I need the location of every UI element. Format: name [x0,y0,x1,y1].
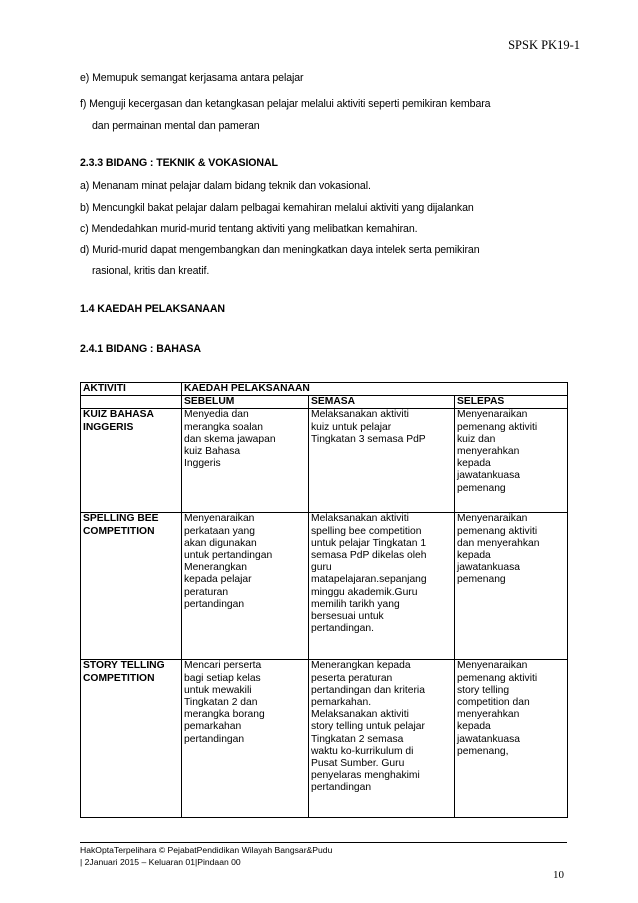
table-header-row [81,383,568,396]
section-heading-kaedah-pelaksanaan: 1.4 KAEDAH PELAKSANAAN [80,303,225,315]
activity-name: STORY TELLING COMPETITION [81,660,182,818]
objective-a: a) Menanam minat pelajar dalam bidang teknik dan vokasional. [80,180,371,192]
during-cell: Melaksanakan aktiviti spelling bee competition untuk pelajar Tingkatan 1 semasa PdP dikelas oleh guru matapelajaran.sepanjang minggu akademik.Guru memilih tarikh yang bersesuai untuk pertandingan. [309,513,455,660]
table-subheader-row [81,396,568,409]
activity-name: SPELLING BEE COMPETITION [81,513,182,660]
objective-d: d) Murid-murid dapat mengembangkan dan meningkatkan daya intelek serta pemikiran [80,244,480,256]
implementation-table [80,382,568,818]
after-cell: Menyenaraikan pemenang aktiviti story telling competition dan menyerahkan kepada jawatankuasa pemenang, [455,660,568,818]
subheader-after: SELEPAS [455,396,568,409]
objective-f: f) Menguji kecergasan dan ketangkasan pelajar melalui aktiviti seperti pemikiran kembara [80,98,491,110]
before-cell: Menyenaraikan perkataan yang akan digunakan untuk pertandingan Menerangkan kepada pelajar peraturan pertandingan [182,513,309,660]
header-activity-blank [81,396,182,409]
header-activity: AKTIVITI [81,383,182,396]
objective-c: c) Mendedahkan murid-murid tentang aktiviti yang melibatkan kemahiran. [80,223,418,235]
header-method: KAEDAH PELAKSANAAN [182,383,568,396]
during-cell: Menerangkan kepada peserta peraturan pertandingan dan kriteria pemarkahan. Melaksanakan aktiviti story telling untuk pelajar Tingkatan 2 semasa waktu ko-kurrikulum di Pusat Sumber. Guru penyelaras menghakimi pertandingan [309,660,455,818]
during-cell: Melaksanakan aktiviti kuiz untuk pelajar Tingkatan 3 semasa PdP [309,409,455,513]
activity-name: KUIZ BAHASA INGGERIS [81,409,182,513]
before-cell: Menyedia dan merangka soalan dan skema jawapan kuiz Bahasa Inggeris [182,409,309,513]
section-heading-teknik-vokasional: 2.3.3 BIDANG : TEKNIK & VOKASIONAL [80,157,278,169]
table-row [81,513,568,660]
objective-e: e) Memupuk semangat kerjasama antara pelajar [80,72,304,84]
footer-revision: | 2Januari 2015 – Keluaran 01|Pindaan 00 [80,857,241,867]
before-cell: Mencari perserta bagi setiap kelas untuk mewakili Tingkatan 2 dan merangka borang pemarkahan pertandingan [182,660,309,818]
after-cell: Menyenaraikan pemenang aktiviti kuiz dan menyerahkan kepada jawatankuasa pemenang [455,409,568,513]
table-row [81,660,568,818]
page-number: 10 [553,869,564,881]
subheader-during: SEMASA [309,396,455,409]
subheader-before: SEBELUM [182,396,309,409]
section-heading-bidang-bahasa: 2.4.1 BIDANG : BAHASA [80,343,201,355]
footer-copyright: HakOptaTerpelihara © PejabatPendidikan Wilayah Bangsar&Pudu [80,845,333,855]
footer-divider [80,842,567,843]
document-code: SPSK PK19-1 [508,38,580,52]
objective-b: b) Mencungkil bakat pelajar dalam pelbagai kemahiran melalui aktiviti yang dijalankan [80,202,474,214]
table-row [81,409,568,513]
objective-d-continued: rasional, kritis dan kreatif. [92,265,210,277]
after-cell: Menyenaraikan pemenang aktiviti dan menyerahkan kepada jawatankuasa pemenang [455,513,568,660]
objective-f-continued: dan permainan mental dan pameran [92,120,260,132]
